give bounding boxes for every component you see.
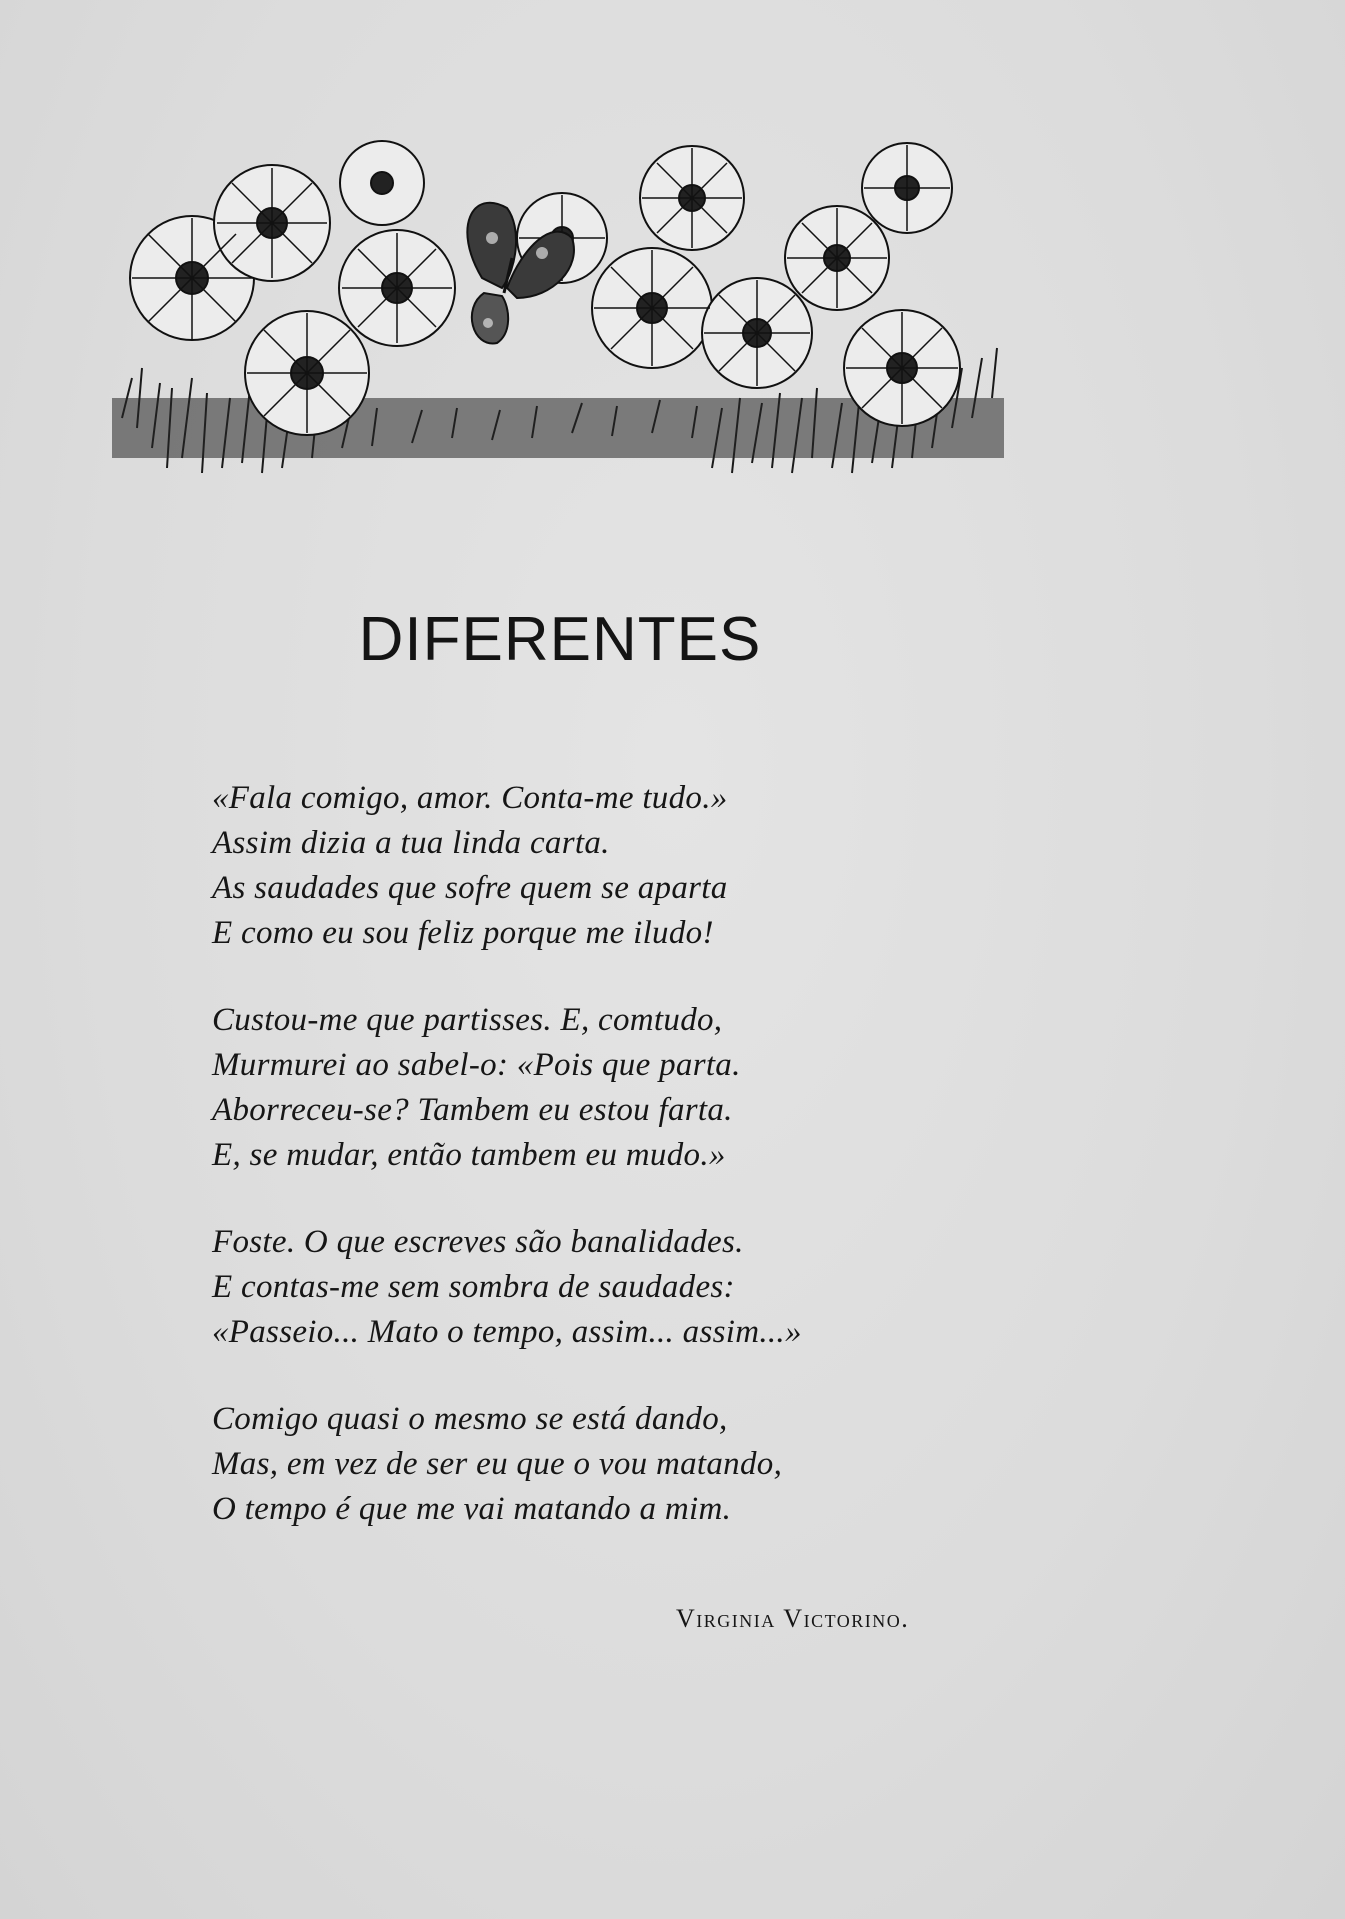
- stanza-2: [212, 998, 972, 1178]
- author-signature: Virginia Victorino.: [676, 1604, 910, 1633]
- poem-line: Foste. O que escreves são banalidades.: [212, 1224, 744, 1260]
- stanza-3: [212, 1220, 972, 1355]
- stanza-1: [212, 776, 972, 956]
- poem-line: Mas, em vez de ser eu que o vou matando,: [212, 1446, 783, 1482]
- poem-line: E como eu sou feliz porque me iludo!: [212, 915, 714, 951]
- poem-line: O tempo é que me vai matando a mim.: [212, 1491, 732, 1527]
- poem-title: DIFERENTES: [358, 605, 762, 674]
- poem-line: «Passeio... Mato o tempo, assim... assim...»: [212, 1314, 802, 1350]
- poem-line: Custou-me que partisses. E, comtudo,: [212, 1002, 723, 1038]
- poem-line: Aborreceu-se? Tambem eu estou farta.: [212, 1092, 733, 1128]
- poem-body: [212, 776, 972, 1574]
- poem-line: Comigo quasi o mesmo se está dando,: [212, 1401, 728, 1437]
- poem-line: E, se mudar, então tambem eu mudo.»: [212, 1137, 726, 1173]
- poem-line: Assim dizia a tua linda carta.: [212, 825, 610, 861]
- poem-line: As saudades que sofre quem se aparta: [212, 870, 728, 906]
- poem-line: E contas-me sem sombra de saudades:: [212, 1269, 735, 1305]
- stanza-4: [212, 1397, 972, 1532]
- flower-butterfly-engraving-icon: [112, 128, 1004, 478]
- poem-line: «Fala comigo, amor. Conta-me tudo.»: [212, 780, 728, 816]
- poem-line: Murmurei ao sabel-o: «Pois que parta.: [212, 1047, 741, 1083]
